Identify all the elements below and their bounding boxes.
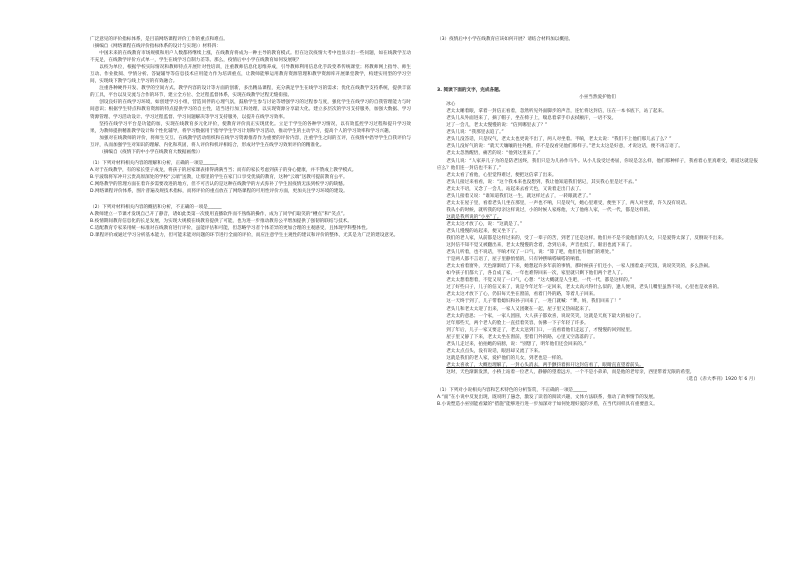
paragraph: 这就是我们的老人家，爱护他们的儿女，到老也是一样的。: [446, 355, 566, 361]
paragraph: 老头儿没答话，只是叹气，老太太也更说不出了，两人对坐着。半晌，老太太说：“我们不上他们那儿去了么？”: [446, 137, 672, 143]
question-2-stem: （2）下列对材料相关内容的概括和分析，不正确的一项是______: [90, 205, 222, 211]
question-1-stem: （1）下列对材料相关内容的理解和分析，正确的一项是______: [90, 160, 217, 166]
option-b: B.小说塑造小巫别能看紧的“措施”能够进行进一步加深对于如何处理好爱的矛盾，在当代同样具有重要意义。: [437, 402, 658, 408]
option-a: A.教师建立一节课才发现自己开了静音，诸如此类第一次使用直播软件而不熟练的操作，成为了同学们取笑的“槽点”和“笑点”。: [90, 212, 348, 218]
paragraph: 老太太忽然醒悟，痛苦的说：“他到这里来了。”: [446, 151, 541, 157]
paragraph: 老太太看了看他，心里觉得难过，便把这信拿了出来。: [446, 172, 557, 178]
paragraph: 这时，天色渐渐发黑，小桥上站着一位老人，静静的望着远方，一个不是小弟弟，而是他的老母亲，西里带着无限的希望。: [446, 369, 695, 375]
paragraph: 这封信不知不觉又被翻出来，老太太慢慢的念着，念到后来，声音也低了，眼泪也流下来了。: [446, 243, 635, 249]
paragraph: 老太太的意思；一个家，一家人团圆，大人孩子都欢喜，说说笑笑，这就是天底下最大的福分了。: [446, 313, 644, 319]
paragraph: 中国未来的在线教育市场规模和用户人数都将继续上涨，在线教育将成为一种主导的教育模式。但在这次疫情大考中也显示出一些问题，如在线教学互动不充足，在线教学评价方式单一，学生在线学习自制力差等。那么，疫情后中小学在线教育如何发展呢？: [90, 51, 411, 64]
option-a: A.“面”在小说中反复出现，既说明了悬念，激发了读者的阅读兴趣，文体方法联系，推动了故事情节的发展。: [437, 395, 658, 401]
paragraph: 老太太这才放下了心，仍旧每天坐在窗前，看着门外的路，等着儿子回来。: [446, 292, 598, 298]
material-3-title: （摘编自《网络课程在线评价指标体系的设计与实现》）材料四：: [90, 44, 221, 50]
paragraph: 过了一会儿，老太太慢慢的说：“信到哪里去了？”: [446, 123, 548, 129]
option-d: D.网络课程评价体系，图片普遍及规技术指标，而将评价的重点放在了网络课程的可用性评价方面，更加关注学习环境的建设。: [90, 188, 348, 194]
paragraph: 老头儿和老太太迎了出来，一家人又团聚在一起，屋子里又热闹起来了。: [446, 306, 594, 312]
paragraph: 于是两人都不言语了，屋子里静悄悄的，只有钟摆嘀嗒嘀嗒的响着。: [446, 257, 585, 263]
paragraph: 老太太在屋子里，看着老头儿坐在那里，一声也不响，只是叹气，她心里难受，便坐下了，两人对坐着，许久没有说话。: [446, 200, 690, 206]
paragraph: 到了年后，儿子一家又要走了，老太太送到门口，一直看着他们走远了，才慢慢的回到屋里。: [446, 327, 635, 333]
source-citation: （摘编自《疫情下的中小学在线教育大数据画像》）: [99, 149, 203, 155]
right-column: [437, 36, 758, 408]
option-d: D.课程评价或通过学习分析基本能力，但可能未能对问题的环节进行全面的评价，而应注意学生主观性的建议和评价的整体，尤其是为广泛的建设意见。: [90, 233, 399, 239]
paragraph: 我从小的时候，就听我的母亲这样说过，小的时候人家疼他，大了他疼人家，一代一代，都是这样的。: [446, 207, 653, 213]
paragraph: 如今孩子们都大了，各自成了家，一年也难得回来一次，家里就只剩下他们两个老人了。: [446, 271, 626, 277]
paragraph: 老太太不语，又念了一会儿，站起来去看天色，又说着走出门去了。: [446, 186, 585, 192]
option-b: B.宇波瑞将军冲开云贵高原深处的学校“云端”送教，让那里的学生在家门口享受优质的教育，这种“云端”送教可提前教育公平。: [90, 174, 348, 180]
paragraph: 这就是我所说的“小巫”了。: [446, 214, 502, 220]
author: 冰心: [446, 102, 456, 108]
paragraph: 注重各种硬件开发、教学的空间方式。教学内容的设计等方面的创新，多出精品课程，充分满足学生在线学习的需求；优化在线教学支持系统，提供丰富的工具，平台以及交流与合作的环节，建立全方位、全过程监督体系，实现在线教学过程无缝衔接。: [90, 86, 411, 99]
paragraph: 老头儿听着，也不说话，半晌才叹了一口气，说：“算了吧，他们也有他们的难处。”: [446, 250, 615, 256]
paragraph: 老太太睡着眼，拿着一封信正看着，忽然听见外面脚步的声音，连忙将这封信，压在一本书底下，站了起来。: [446, 109, 667, 115]
paragraph: 老头儿接着又说：“谁知道我们这一生，就这样过去了，一转眼就老了。”: [446, 193, 592, 199]
question-3-stem: （3）疫情后中小学在线教育应该如何开展？请结合材料加以概括。: [437, 37, 574, 42]
paragraph: 老太太想着想着，不觉又叹了一口气，心想：“这大概就是人生吧，一代一代，都是这样的。”: [446, 278, 633, 284]
paragraph: 老头儿说：“我那里去追了。”: [446, 130, 504, 136]
paragraph: 坚持在线学习平台是功能的加，实现在线教育多元化评价，使教育评价真正实现优化。立足于学生的各种学习情况，以有效监控学习过程和提升学习效果，为教师提供精准教学设计和个性化辅导，将学习数据用于指导学生学习计划和学习活动，推动学生的主动学习，提高个人的学习效率和学习兴趣。: [90, 121, 411, 134]
paragraph: 老头儿走过来，拍拍她的肩膀，说：“别想了，明年他们还会回来的。”: [446, 341, 587, 347]
source-citation: （选自《赤大季刊》1920 年 6 月）: [683, 376, 758, 382]
paragraph: 老头儿说：“人家养儿子为的是防老送终，我们只是为儿孙作马牛。从小儿没受过委屈，你说是怎么样，他们那种样子，我看着心里真难受，难道这就是报应么？他们连一封信也不来了。”: [437, 158, 758, 171]
paragraph: 老太太看着窗外，天色渐渐暗了下来，她想起许多年前的事情，那时候孩子们还小，一家人围着桌子吃饭，说说笑笑的，多么热闹。: [446, 264, 713, 270]
paragraph: 老头儿接过来看看，说：“这个我本来也没想到，我让他知道我们惦记，其实我心里是过不去。”: [446, 179, 637, 185]
left-column: [90, 36, 411, 239]
intro-text: 广泛意见的评价指标体系，是目前网络课程评价工作的重点和难点。: [90, 37, 228, 42]
paragraph: 老头儿慢慢的站起来，便又坐下了。: [446, 228, 520, 234]
paragraph: 老头儿没好气的说：“就天天嚷嚷的往外跑，你不是没看见他们那样子。”老太太这是好意，才说这话，便不再言语了。: [446, 144, 683, 150]
paragraph: 创设良好的在线学习环境，如创建学习小组，营造同伴的心理气氛，鼓励学生参与讨论等增强学习的过程参与度，强化学生在线学习的自我管理能力与时间意识；根据学生特点和教育资源的特点提供学习的自主性，适当进行加工和处理，以实现资源分享最大化。建立多层次的学习支持服务，加强大数据、学习资源管理、学习活动设计、学习过程监督、学习问题解决等学习支持服务，以提升在线学习效率。: [90, 100, 411, 120]
paragraph: 老头儿从外面进来了，摘了帽子，坐在椅子上，喘息着拿手巾去拭额汗，一语不发。: [446, 116, 617, 122]
paragraph: 这一天终于到了，儿子带着媳妇和孙子回来了，一进门就喊：“爹，妈，我们回来了！”: [446, 299, 621, 305]
option-a: A.对于在线教学，有的家长望子成龙，将孩子的居家课表排得满满当当；而有的家长考虑到孩子的身心健康，并不赞成上教学模式。: [90, 167, 357, 173]
paragraph: 老太太喜欢了，大概也理解了，一封心头消去，两手颤抖着拆开这封信看了，眼睛直直望着前头。: [446, 362, 644, 368]
paragraph: 以校为单位，根据学校实际情况和教师特点开展针对性培训，注重教师信息化思维养成，引导教师利用信息化手段变革传统课堂；将教师网上指导、师生互动、作业批阅、学情分析、答疑辅导等信息技术应用能力作为培训重点，让教师能够运用教育资源管理和教学资源库开展课堂教学，构建实用型的学习空间，实现线下教学与线上学习的有效融合。: [90, 65, 411, 85]
paragraph: 老太太点点头，没有说话，眼泪却又流了下来。: [446, 348, 543, 354]
option-b: B.疫情期间教育信息化的长足发展，为实现大规模在线教育提供了可能，也为进一步推动教育公平增加提供了强韧的联结与技术。: [90, 219, 352, 225]
paragraph: 屋子里又静了下来，老太太坐在窗前，望着门外的路，心里又空落落的了。: [446, 334, 598, 340]
story-title: 小巫当然爱护他们: [579, 95, 616, 101]
paragraph: 加强对在线教师的评价，将师生交互、在线教学活动组织和在线学习资源推荐作为重要的评价内容，注重学生之间的互评，在疫情中倡导学生自我评价与互评，从而加强学生对知识的理解、内化和巩固，将人评价和机评相结合，形成对学生在线学习效果评价的精准化。: [90, 135, 411, 148]
option-c: C.网络教学的管理方面在着许多需要改进的地方，但不可否认的是这种在线教学的方式弥补了学生因疫情无法到校学习的缺憾。: [90, 181, 348, 187]
section-3-heading: 3. 阅读下面的文字，完成各题。: [437, 88, 504, 94]
question-1-stem: （1）下列对小说相关内容和艺术特色的分析鉴赏，不正确的一项是______: [437, 388, 587, 394]
paragraph: 我们的老人家，从前都是这样过来的，受了一辈子的苦，到老了还是这样。他们并不是不爱他们的儿女，只是爱得太深了，反倒说不出来。: [446, 236, 727, 242]
paragraph: 过了好些日子，儿子的信又来了，说是今年过年一定回来，老太太高兴得什么似的，逢人便说，老头儿嘴里虽然不说，心里也是欢喜的。: [446, 285, 722, 291]
paragraph: 老太太这才放了心，说：“这就是了。”: [446, 221, 523, 227]
paragraph: 过年那些天，两个老人的脸上一直挂着笑容，仿佛一下子年轻了许多。: [446, 320, 589, 326]
option-c: C.适配教育专家采用统一标准对在线教育进行评价，虽能评估和可能，但忽略学习者个体差异的更加合理的主观感受，且体现学科整体性。: [90, 226, 371, 232]
